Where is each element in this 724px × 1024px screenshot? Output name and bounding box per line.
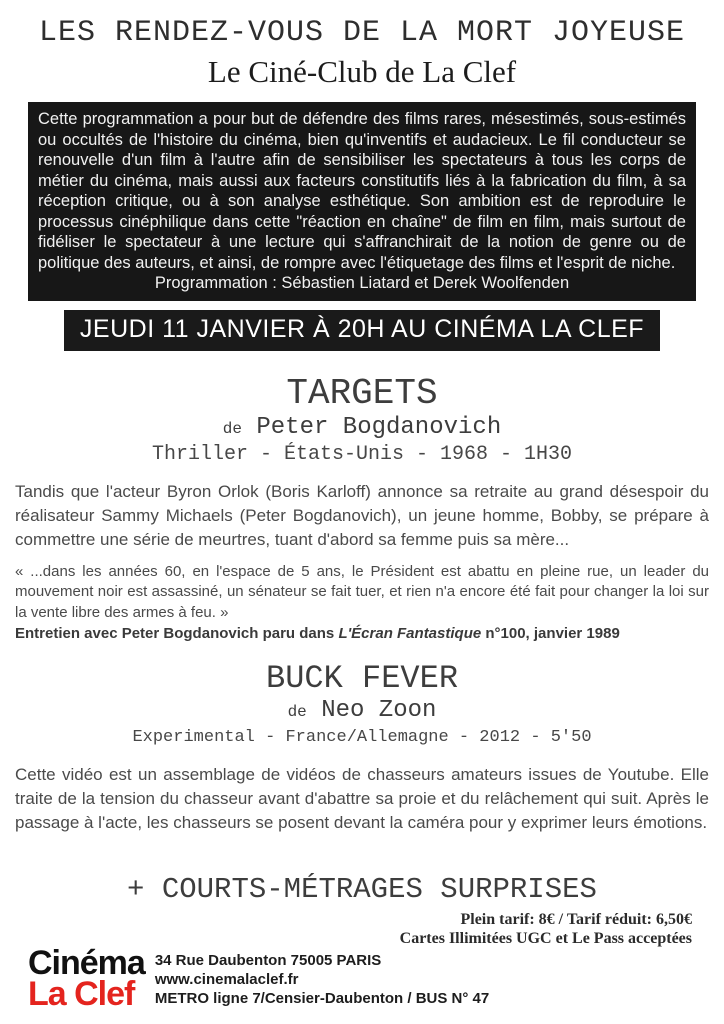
logo-line-cinema: Cinéma: [28, 944, 145, 982]
transport-line: METRO ligne 7/Censier-Daubenton / BUS N° 47: [154, 990, 490, 1007]
film-synopsis: Tandis que l'acteur Byron Orlok (Boris Karloff) annonce sa retraite au grand désespoir du réalisateur Sammy Michaels (Peter Bogdanovich), un jeune homme, Bobby, se prépare à commettre une série de meurtres, tuant d'abord sa femme puis sa mère...: [15, 481, 709, 549]
quote-source: [15, 623, 709, 644]
film-synopsis: Cette vidéo est un assemblage de vidéos de chasseurs amateurs issues de Youtube. Elle traite de la tension du chasseur avant d'abattre sa proie et du relâchement qui suit. Après le passage à l'acte, les chasseurs se posent devant la caméra pour y exprimer leurs émotions.: [15, 765, 709, 832]
footer-address: [155, 951, 489, 1008]
page-subtitle: Le Ciné-Club de La Clef: [207, 54, 517, 89]
film-section-buck-fever: [0, 660, 724, 835]
film-byline: [0, 697, 724, 726]
director-prefix: de: [287, 703, 307, 721]
intro-text: Cette programmation a pour but de défendre des films rares, mésestimés, sous-estimés ou occultés de l'histoire du cinéma, bien qu'inventifs et audacieux. Le fil conducteur se renouvelle d'un film à l'autre afin de sensibiliser les spectateurs à tous les corps de métier du cinéma, mais aussi aux facteurs constitutifs liés à la fabrication du film, à sa réception critique, ou à son analyse esthétique. Son ambition est de reproduire le processus cinéphilique dans cette "réaction en chaîne" de film en film, mais surtout de fidéliser le spectateur à une lecture qui s'affranchirait de la notion de genre ou de politique des auteurs, et ainsi, de rompre avec l'étiquetage des films et l'esprit de niche.: [38, 110, 686, 272]
film-title: BUCK FEVER: [265, 660, 459, 697]
footer-row: [28, 944, 692, 1013]
film-meta: Thriller - États-Unis - 1968 - 1H30: [151, 442, 573, 466]
pricing-line-1: Plein tarif: 8€ / Tarif réduit: 6,50€: [460, 911, 692, 928]
director-name: Neo Zoon: [321, 697, 437, 724]
logo-line-la-clef: La Clef: [28, 975, 135, 1013]
quote-source-prefix: Entretien avec Peter Bogdanovich paru dans: [15, 625, 339, 642]
event-banner: JEUDI 11 JANVIER À 20H AU CINÉMA LA CLEF: [64, 310, 660, 351]
film-byline: [0, 414, 724, 443]
film-section-targets: [0, 373, 724, 645]
pricing: [28, 910, 692, 948]
intro-box: [28, 102, 696, 301]
extra-heading: + COURTS-MÉTRAGES SURPRISES: [127, 873, 597, 906]
film-title: TARGETS: [286, 372, 438, 414]
film-quote: « ...dans les années 60, en l'espace de 5 ans, le Président est abattu en pleine rue, un leader du mouvement noir est assassiné, un sénateur se fait tuer, et rien n'a encore été fait pour changer la loi sur la vente libre des armes à feu. »: [15, 562, 709, 621]
pricing-line-2: Cartes Illimitées UGC et Le Pass acceptées: [399, 930, 692, 947]
cinema-la-clef-logo: [28, 944, 145, 1013]
film-meta: Experimental - France/Allemagne - 2012 - 5'50: [132, 728, 592, 747]
page-title: LES RENDEZ-VOUS DE LA MORT JOYEUSE: [38, 16, 686, 50]
quote-source-publication: L'Écran Fantastique: [338, 625, 482, 642]
intro-credit: Programmation : Sébastien Liatard et Derek Woolfenden: [154, 274, 570, 292]
quote-source-suffix: n°100, janvier 1989: [481, 625, 620, 642]
director-prefix: de: [222, 419, 242, 438]
website-link[interactable]: www.cinemalaclef.fr: [154, 971, 299, 988]
director-name: Peter Bogdanovich: [256, 413, 502, 441]
footer: [28, 910, 692, 1013]
address-line: 34 Rue Daubenton 75005 PARIS: [154, 952, 382, 969]
